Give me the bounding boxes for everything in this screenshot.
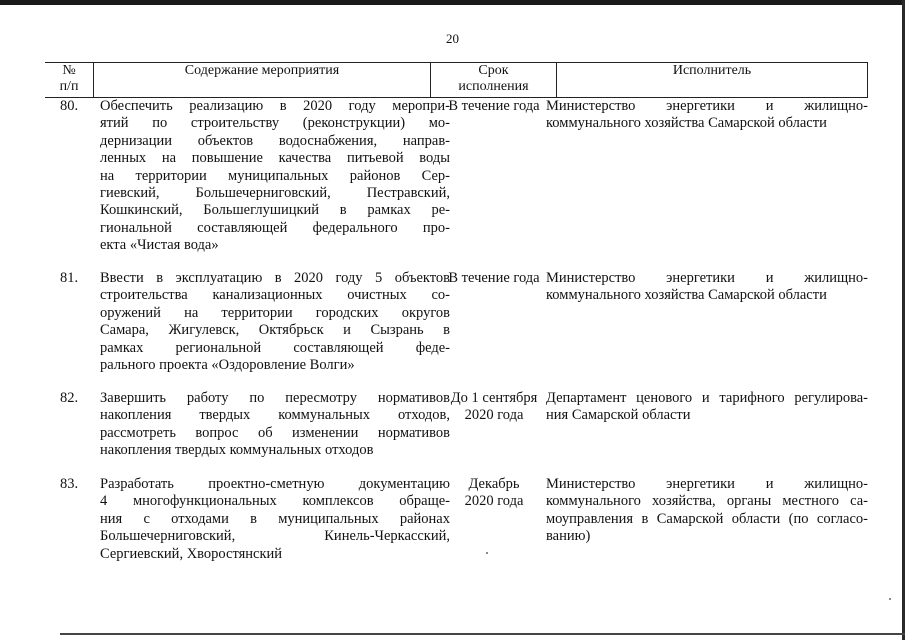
text-line: рассмотреть вопрос об изменении нормативов xyxy=(100,424,450,441)
header-line: п/п xyxy=(59,79,79,94)
scan-speck xyxy=(486,552,488,554)
header-num-label xyxy=(45,63,93,95)
text-line: ванию) xyxy=(546,528,591,545)
row-number: 81. xyxy=(59,270,79,286)
scan-border-bottom xyxy=(60,633,905,635)
text-line: гиевский, Большечерниговский, Пестравский, xyxy=(100,185,450,202)
text-line: Большечерниговский, Кинель-Черкасский, xyxy=(100,528,450,545)
scan-border-top xyxy=(0,0,905,5)
text-line: рамках региональной составляющей феде- xyxy=(100,339,450,356)
text-line: гиональной составляющей федерального про- xyxy=(100,219,450,236)
text-line: Сергиевский, Хворостянский xyxy=(100,545,283,562)
text-line: До 1 сентября xyxy=(450,390,538,406)
text-line: коммунального хозяйства, органы местного са- xyxy=(546,493,868,510)
text-line: 2020 года xyxy=(464,493,524,510)
row-executor xyxy=(546,270,868,305)
header-line: Срок xyxy=(478,63,509,78)
text-line: Департамент ценового и тарифного регулирова- xyxy=(546,390,868,406)
row-executor xyxy=(546,390,868,425)
text-line: коммунального хозяйства Самарской области xyxy=(546,287,827,304)
row-number: 83. xyxy=(59,476,79,492)
text-line: Министерство энергетики и жилищно- xyxy=(546,476,868,492)
row-content xyxy=(100,98,450,255)
text-line: ятий по строительству (реконструкции) мо- xyxy=(100,115,450,132)
text-line: 2020 года xyxy=(464,407,524,424)
table-header xyxy=(45,62,868,98)
row-content xyxy=(100,390,450,460)
text-line: ленных на повышение качества питьевой воды xyxy=(100,150,450,167)
text-line: Ввести в эксплуатацию в 2020 году 5 объектов xyxy=(100,270,450,286)
text-line: екта «Чистая вода» xyxy=(100,237,219,254)
page-number: 20 xyxy=(446,31,459,46)
text-line: Декабрь xyxy=(468,476,520,492)
text-line: строительства канализационных очистных со- xyxy=(100,287,450,304)
text-line: ния с отходами в муниципальных районах xyxy=(100,510,450,527)
header-term-label xyxy=(431,63,556,95)
row-number: 82. xyxy=(59,390,79,406)
text-line: дернизации объектов водоснабжения, направ- xyxy=(100,132,450,149)
text-line: ния Самарской области xyxy=(546,407,691,424)
row-number: 80. xyxy=(59,98,79,114)
text-line: Разработать проектно-сметную документацию xyxy=(100,476,450,492)
text-line: Обеспечить реализацию в 2020 году меропри- xyxy=(100,98,450,114)
text-line: Министерство энергетики и жилищно- xyxy=(546,270,868,286)
text-line: Завершить работу по пересмотру нормативов xyxy=(100,390,450,406)
text-line: В течение года xyxy=(448,98,540,114)
text-line: рального проекта «Оздоровление Волги» xyxy=(100,357,355,374)
text-line: Кошкинский, Большеглушицкий в рамках ре- xyxy=(100,202,450,219)
row-executor xyxy=(546,476,868,546)
header-term xyxy=(430,63,556,97)
text-line: накопления твердых коммунальных отходов, xyxy=(100,407,450,424)
text-line: на территории муниципальных районов Сер- xyxy=(100,167,450,184)
text-line: Министерство энергетики и жилищно- xyxy=(546,98,868,114)
text-line: накопления твердых коммунальных отходов xyxy=(100,442,374,459)
text-line: В течение года xyxy=(448,270,540,286)
row-content xyxy=(100,476,450,563)
header-num xyxy=(45,63,93,97)
header-content: Содержание мероприятия xyxy=(93,63,430,97)
text-line: оружений на территории городских округов xyxy=(100,304,450,321)
header-executor: Исполнитель xyxy=(556,63,868,97)
header-line: № xyxy=(62,63,76,78)
row-executor xyxy=(546,98,868,133)
text-line: моуправления в Самарской области (по согласо- xyxy=(546,510,868,527)
text-line: Самара, Жигулевск, Октябрьск и Сызрань в xyxy=(100,322,450,339)
header-line: исполнения xyxy=(458,79,529,94)
text-line: 4 многофункциональных комплексов обраще- xyxy=(100,493,450,510)
scan-speck xyxy=(889,598,891,600)
row-content xyxy=(100,270,450,374)
text-line: коммунального хозяйства Самарской области xyxy=(546,115,827,132)
